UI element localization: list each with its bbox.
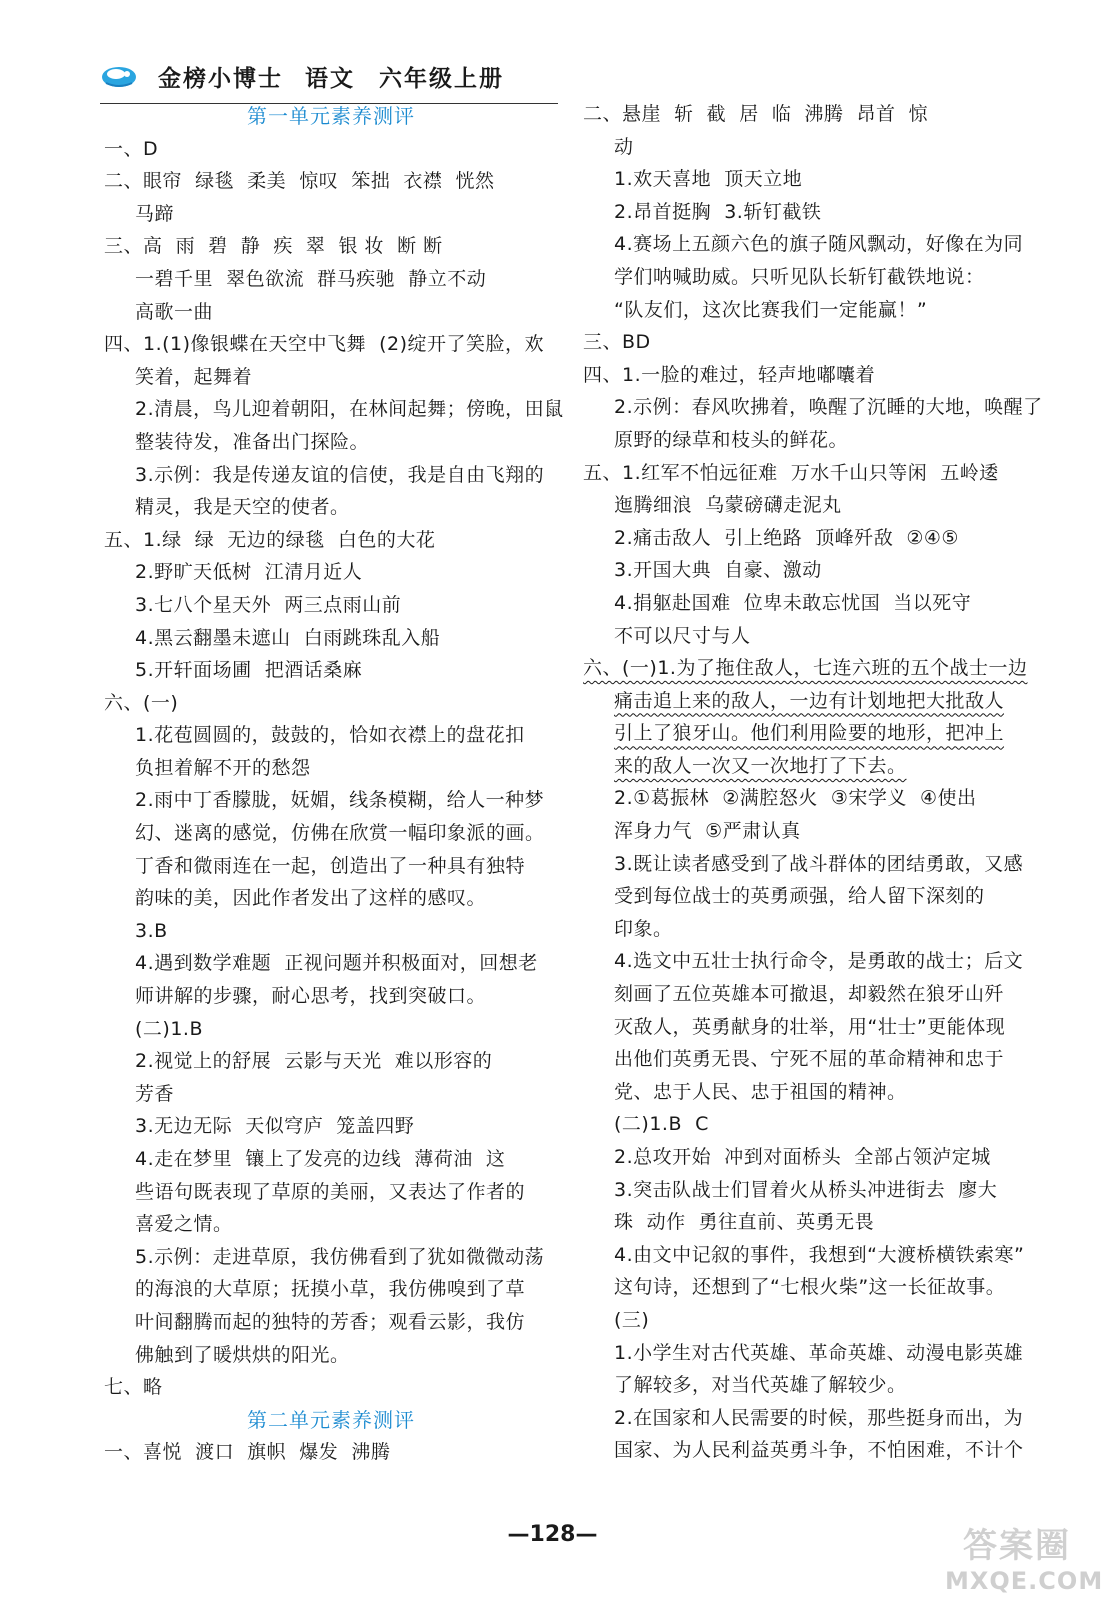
answer-line: 4.走在梦里 镶上了发亮的边线 薄荷油 这 [135,1148,506,1170]
answer-line: 叶间翻腾而起的独特的芳香；观看云影，我仿 [135,1310,526,1333]
answer-line: 灭敌人，英勇献身的壮举，用“壮士”更能体现 [614,1015,1006,1038]
underlined-answer-text: 六、(一)1.为了拖住敌人，七连六班的五个战士一边 [583,657,1028,680]
brand-logo-icon [100,63,138,89]
answer-line [583,717,1045,750]
underlined-answer-text: 痛击追上来的敌人，一边有计划地把大批敌人 [614,689,1005,712]
answer-line: 师讲解的步骤，耐心思考，找到突破口。 [135,985,487,1008]
answer-line: 3.无边无际 天似穹庐 笼盖四野 [135,1115,415,1138]
answer-line: 笑着，起舞着 [135,365,253,388]
answer-line: 1.小学生对古代英雄、革命英雄、动漫电影英雄 [614,1341,1024,1364]
underlined-answer-text: 来的敌人一次又一次地打了下去。 [614,754,907,777]
answer-line: 4.黑云翻墨未遮山 白雨跳珠乱入船 [135,626,441,649]
answer-line: 的海浪的大草原；抚摸小草，我仿佛嗅到了草 [135,1278,526,1301]
answer-line: 出他们英勇无畏、宁死不屈的革命精神和忠于 [614,1048,1005,1071]
answer-line: 2.视觉上的舒展 云影与天光 难以形容的 [135,1050,493,1073]
answer-line: 七、略 [104,1376,163,1399]
answer-line: 了解较多，对当代英雄了解较少。 [614,1374,907,1397]
answer-line: 3.开国大典 自豪、激动 [614,559,822,582]
answer-line: 2.①葛振林 ②满腔怒火 ③宋学义 ④使出 [614,787,977,810]
answer-line: 喜爱之情。 [135,1213,233,1236]
watermark-logo [945,1518,1104,1595]
answer-line: 印象。 [614,917,673,940]
answer-line: 刻画了五位英雄本可撤退，却毅然在狼牙山歼 [614,983,1005,1006]
answer-line: 1.花苞圆圆的，鼓鼓的，恰如衣襟上的盘花扣 [135,724,525,747]
answer-line: 迤腾细浪 乌蒙磅礴走泥丸 [614,494,842,517]
answer-line: 4.捐躯赴国难 位卑未敢忘忧国 当以死守 [614,591,972,614]
answer-line: 浑身力气 ⑤严肃认真 [614,820,801,843]
answer-line: “队友们，这次比赛我们一定能赢！” [614,298,928,321]
answer-line: 3.B [135,919,168,942]
answer-line: 5.示例：走进草原，我仿佛看到了犹如微微动荡 [135,1245,545,1268]
grade-title: 六年级上册 [379,65,504,92]
answer-line: 马蹄 [135,202,175,225]
brand-title: 金榜小博士 [158,65,283,92]
answer-line: 佛触到了暖烘烘的阳光。 [135,1343,350,1366]
answer-line: 二、悬崖 斩 截 居 临 沸腾 昂首 惊 [583,103,929,125]
answer-line: 一碧千里 翠色欲流 群马疾驰 静立不动 [135,267,487,290]
answer-line: 高歌一曲 [135,300,214,323]
answer-line: 不可以尺寸与人 [614,624,751,647]
answer-line: 三、高 雨 碧 静 疾 翠 银 妆 断 断 [104,235,443,258]
answer-line: 一、喜悦 渡口 旗帜 爆发 沸腾 [104,1441,391,1464]
answer-line: 韵味的美，因此作者发出了这样的感叹。 [135,887,487,910]
answer-line: 2.总攻开始 冲到对面桥头 全部占领泸定城 [614,1146,991,1168]
answer-line: 2.痛击敌人 引上绝路 顶峰歼敌 ②④⑤ [614,526,959,549]
answer-line: 2.在国家和人民需要的时候，那些挺身而出，为 [614,1406,1024,1429]
answer-line: (三) [614,1308,650,1331]
answer-line: 3.示例：我是传递友谊的信使，我是自由飞翔的 [135,463,545,486]
answer-line: 1.欢天喜地 顶天立地 [614,168,803,191]
answer-line: 2.清晨，鸟儿迎着朝阳，在林间起舞；傍晚，田鼠 [135,398,564,421]
answer-line: 2.示例：春风吹拂着，唤醒了沉睡的大地，唤醒了 [614,396,1043,419]
answer-line [583,685,1045,718]
answer-line: 二、眼帘 绿毯 柔美 惊叹 笨拙 衣襟 恍然 [104,170,495,193]
answer-line: 六、(一) [104,691,179,714]
answer-line: 4.选文中五壮士执行命令，是勇敢的战士；后文 [614,950,1024,973]
answer-line: 党、忠于人民、忠于祖国的精神。 [614,1080,907,1103]
answers-right-column [583,98,1045,1467]
watermark-text-bottom: MXQE.COM [945,1567,1104,1595]
answer-line: 一、D [104,137,159,160]
page-number: —128— [507,1522,598,1547]
page-header [100,56,504,96]
answer-line: 四、1.(1)像银蝶在天空中飞舞 (2)绽开了笑脸，欢 [104,333,545,356]
answer-line: 学们呐喊助威。只听见队长斩钉截铁地说： [614,265,985,288]
answer-line: 这句诗，还想到了“七根火柴”这一长征故事。 [614,1276,1006,1299]
answer-line [583,750,1045,783]
answer-line: 3.七八个星天外 两三点雨山前 [135,593,402,616]
answer-line: 些语句既表现了草原的美丽，又表达了作者的 [135,1180,526,1203]
answer-line: 五、1.绿 绿 无边的绿毯 白色的大花 [104,528,436,551]
watermark-text-top: 答案圈 [963,1526,1071,1566]
answer-line: 负担着解不开的愁怨 [135,756,311,779]
subject-title: 语文 [305,65,355,92]
answer-line: 原野的绿草和枝头的鲜花。 [614,428,849,451]
underlined-answer-text: 引上了狼牙山。他们利用险要的地形，把冲上 [614,722,1005,745]
answer-line: 2.雨中丁香朦胧，妩媚，线条模糊，给人一种梦 [135,789,545,812]
answer-line: 动 [614,135,634,158]
answer-line: 4.赛场上五颜六色的旗子随风飘动，好像在为同 [614,233,1024,256]
answer-line: 四、1.一脸的难过，轻声地嘟囔着 [583,363,876,386]
answer-line: 5.开轩面场圃 把酒话桑麻 [135,659,363,682]
answer-line: 2.昂首挺胸 3.斩钉截铁 [614,200,822,223]
answer-line: 2.野旷天低树 江清月近人 [135,561,363,584]
answer-line: 精灵，我是天空的使者。 [135,496,350,519]
answer-line: 受到每位战士的英勇顽强，给人留下深刻的 [614,885,985,908]
answer-line: 幻、迷离的感觉，仿佛在欣赏一幅印象派的画。 [135,822,545,845]
answer-line: (二)1.B C [614,1113,709,1136]
answer-line: 三、BD [583,331,651,354]
answer-line: 国家、为人民利益英勇斗争，不怕困难，不计个 [614,1439,1024,1462]
answer-line: 珠 动作 勇往直前、英勇无畏 [614,1211,875,1234]
answer-line: 3.既让读者感受到了战斗群体的团结勇敢，又感 [614,852,1024,875]
answer-line: 丁香和微雨连在一起，创造出了一种具有独特 [135,854,526,877]
answer-line: (二)1.B [135,1017,203,1040]
section-heading: 第二单元素养测评 [247,1407,415,1432]
answer-line: 4.由文中记叙的事件，我想到“大渡桥横铁索寒” [614,1243,1025,1266]
answer-line: 整装待发，准备出门探险。 [135,430,370,453]
answer-line [583,652,1045,685]
answer-line: 4.遇到数学难题 正视问题并积极面对，回想老 [135,952,538,975]
answers-left-column [104,100,564,1469]
answer-line: 五、1.红军不怕远征难 万水千山只等闲 五岭逶 [583,461,999,484]
section-heading: 第一单元素养测评 [247,104,415,128]
answer-line: 芳香 [135,1082,175,1105]
answer-line: 3.突击队战士们冒着火从桥头冲进街去 廖大 [614,1178,998,1201]
